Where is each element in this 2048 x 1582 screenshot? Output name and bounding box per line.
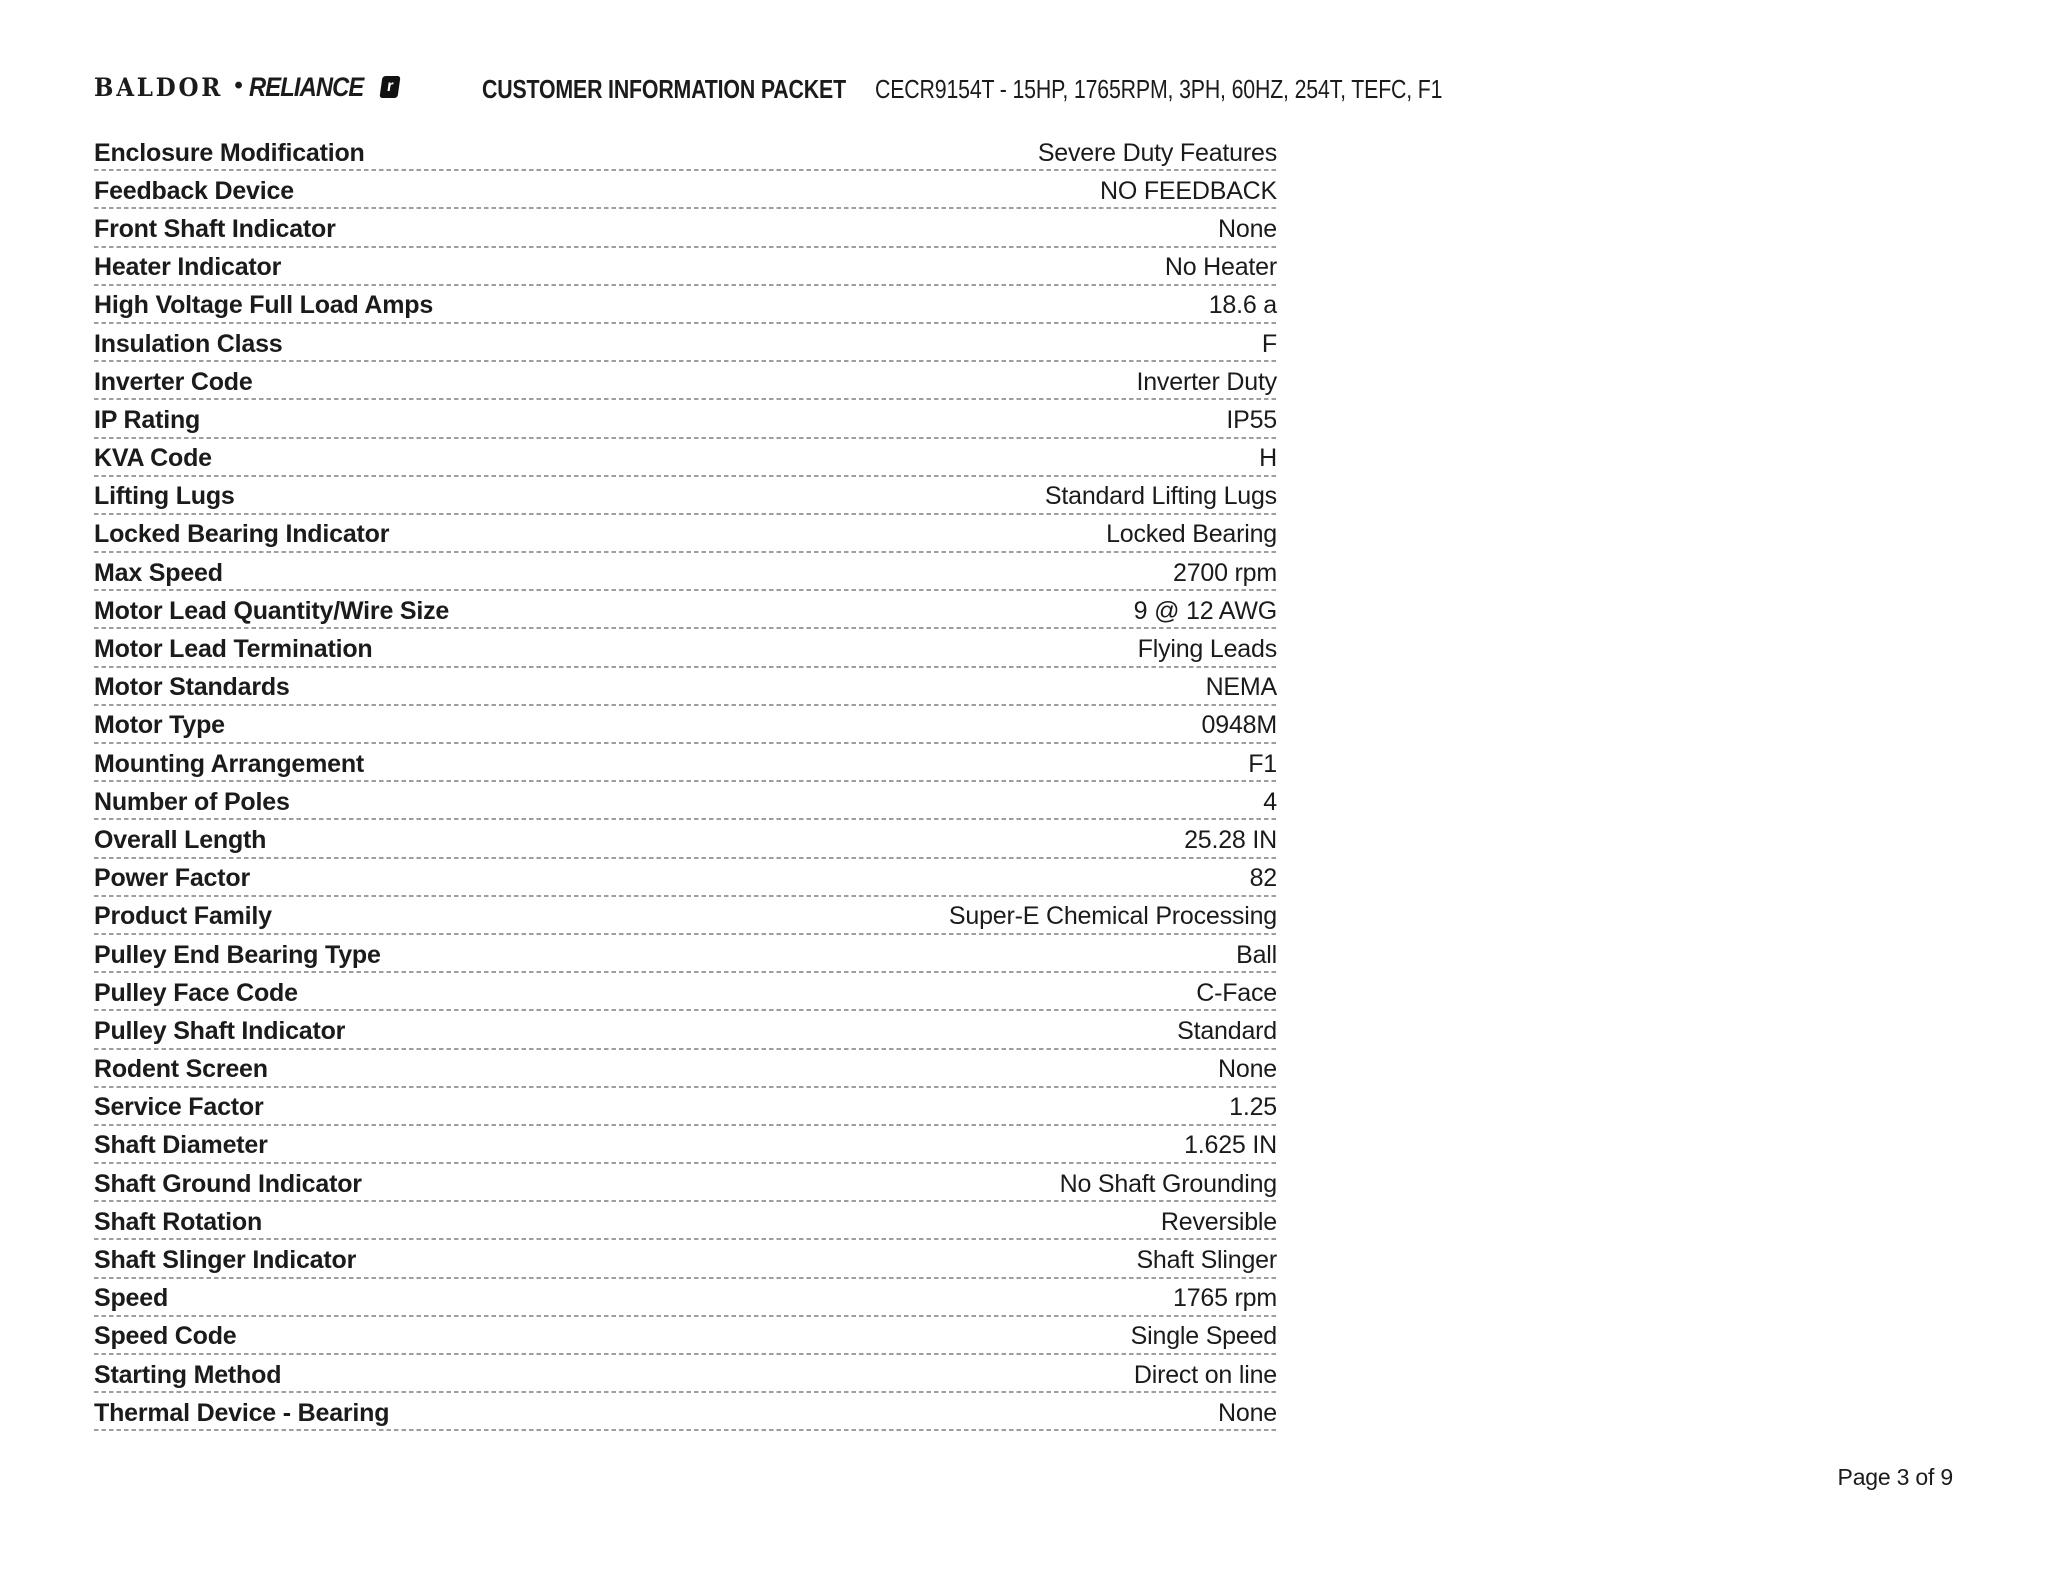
spec-row bbox=[94, 401, 1277, 439]
spec-label: KVA Code bbox=[94, 444, 212, 473]
spec-label: Pulley Face Code bbox=[94, 978, 298, 1007]
spec-value: Super-E Chemical Processing bbox=[948, 902, 1277, 931]
logo-separator-dot-icon: • bbox=[234, 72, 243, 99]
reliance-trademark-icon: r bbox=[379, 76, 400, 98]
spec-value: 0948M bbox=[1201, 711, 1277, 740]
spec-value: C-Face bbox=[1196, 978, 1277, 1007]
spec-label: Heater Indicator bbox=[94, 253, 282, 282]
spec-value: 2700 rpm bbox=[1172, 558, 1277, 587]
spec-row bbox=[94, 745, 1277, 783]
spec-row bbox=[94, 1203, 1277, 1241]
spec-label: Pulley Shaft Indicator bbox=[94, 1016, 346, 1045]
spec-value: 18.6 a bbox=[1208, 291, 1277, 320]
spec-row bbox=[94, 134, 1277, 172]
spec-label: Number of Poles bbox=[94, 787, 290, 816]
spec-row bbox=[94, 783, 1277, 821]
spec-row bbox=[94, 860, 1277, 898]
spec-value: F1 bbox=[1248, 749, 1277, 778]
spec-value: None bbox=[1218, 1055, 1277, 1084]
spec-label: Pulley End Bearing Type bbox=[94, 940, 381, 969]
spec-label: Rodent Screen bbox=[94, 1055, 268, 1084]
spec-label: Front Shaft Indicator bbox=[94, 214, 336, 243]
product-spec: CECR9154T - 15HP, 1765RPM, 3PH, 60HZ, 254T, TEFC, F1 bbox=[875, 74, 1443, 104]
spec-value: No Heater bbox=[1164, 253, 1277, 282]
spec-label: Service Factor bbox=[94, 1093, 264, 1122]
spec-value: NO FEEDBACK bbox=[1100, 176, 1277, 205]
spec-value: No Shaft Grounding bbox=[1059, 1169, 1277, 1198]
spec-value: 1.25 bbox=[1229, 1093, 1277, 1122]
spec-row bbox=[94, 287, 1277, 325]
spec-value: Ball bbox=[1236, 940, 1277, 969]
spec-label: Shaft Ground Indicator bbox=[94, 1169, 362, 1198]
spec-row bbox=[94, 1012, 1277, 1050]
spec-row bbox=[94, 210, 1277, 248]
spec-label: Power Factor bbox=[94, 864, 250, 893]
document-title: CUSTOMER INFORMATION PACKET bbox=[482, 74, 846, 104]
spec-value: 1765 rpm bbox=[1172, 1284, 1277, 1313]
spec-label: IP Rating bbox=[94, 405, 201, 434]
spec-value: 1.625 IN bbox=[1184, 1131, 1277, 1160]
spec-value: None bbox=[1218, 214, 1277, 243]
spec-label: Product Family bbox=[94, 902, 272, 931]
spec-row bbox=[94, 1127, 1277, 1165]
spec-value: Flying Leads bbox=[1137, 635, 1277, 664]
spec-label: Thermal Device - Bearing bbox=[94, 1398, 390, 1427]
spec-value: Standard bbox=[1177, 1016, 1277, 1045]
spec-row bbox=[94, 1241, 1277, 1279]
spec-row bbox=[94, 1051, 1277, 1089]
spec-label: Inverter Code bbox=[94, 367, 253, 396]
spec-row bbox=[94, 669, 1277, 707]
spec-row bbox=[94, 1356, 1277, 1394]
spec-value: Standard Lifting Lugs bbox=[1044, 482, 1277, 511]
baldor-wordmark: BALDOR bbox=[94, 72, 224, 102]
spec-value: Single Speed bbox=[1130, 1322, 1277, 1351]
spec-label: Motor Standards bbox=[94, 673, 290, 702]
spec-row bbox=[94, 592, 1277, 630]
spec-label: High Voltage Full Load Amps bbox=[94, 291, 434, 320]
spec-value: 25.28 IN bbox=[1184, 825, 1277, 854]
spec-row bbox=[94, 707, 1277, 745]
spec-value: F bbox=[1261, 329, 1277, 358]
spec-value: Reversible bbox=[1160, 1207, 1277, 1236]
spec-label: Lifting Lugs bbox=[94, 482, 235, 511]
spec-row bbox=[94, 974, 1277, 1012]
spec-row bbox=[94, 363, 1277, 401]
spec-label: Speed bbox=[94, 1284, 169, 1313]
spec-value: NEMA bbox=[1205, 673, 1277, 702]
spec-label: Locked Bearing Indicator bbox=[94, 520, 390, 549]
spec-row bbox=[94, 325, 1277, 363]
spec-row bbox=[94, 478, 1277, 516]
spec-row bbox=[94, 936, 1277, 974]
brand-logo bbox=[94, 72, 399, 102]
spec-value: 82 bbox=[1249, 864, 1277, 893]
spec-value: Locked Bearing bbox=[1106, 520, 1277, 549]
spec-row bbox=[94, 172, 1277, 210]
spec-label: Shaft Diameter bbox=[94, 1131, 268, 1160]
spec-value: Inverter Duty bbox=[1136, 367, 1277, 396]
spec-row bbox=[94, 1089, 1277, 1127]
spec-label: Motor Lead Termination bbox=[94, 635, 373, 664]
spec-value: IP55 bbox=[1226, 405, 1277, 434]
spec-label: Starting Method bbox=[94, 1360, 282, 1389]
spec-row bbox=[94, 1165, 1277, 1203]
spec-value: H bbox=[1259, 444, 1277, 473]
spec-row bbox=[94, 554, 1277, 592]
spec-value: None bbox=[1218, 1398, 1277, 1427]
spec-row bbox=[94, 516, 1277, 554]
spec-table bbox=[94, 134, 1277, 1432]
spec-row bbox=[94, 1318, 1277, 1356]
spec-label: Feedback Device bbox=[94, 176, 294, 205]
spec-label: Motor Lead Quantity/Wire Size bbox=[94, 596, 450, 625]
spec-label: Insulation Class bbox=[94, 329, 283, 358]
spec-row bbox=[94, 821, 1277, 859]
spec-value: Severe Duty Features bbox=[1037, 138, 1277, 167]
spec-label: Enclosure Modification bbox=[94, 138, 365, 167]
page-indicator: Page 3 of 9 bbox=[1837, 1464, 1953, 1490]
spec-row bbox=[94, 630, 1277, 668]
spec-label: Shaft Rotation bbox=[94, 1207, 263, 1236]
spec-row bbox=[94, 440, 1277, 478]
spec-label: Overall Length bbox=[94, 825, 267, 854]
spec-value: 9 @ 12 AWG bbox=[1133, 596, 1277, 625]
spec-row bbox=[94, 249, 1277, 287]
spec-value: 4 bbox=[1263, 787, 1277, 816]
spec-label: Mounting Arrangement bbox=[94, 749, 365, 778]
spec-label: Shaft Slinger Indicator bbox=[94, 1246, 357, 1275]
spec-row bbox=[94, 898, 1277, 936]
spec-row bbox=[94, 1394, 1277, 1432]
reliance-wordmark: RELIANCE bbox=[248, 71, 364, 102]
spec-value: Direct on line bbox=[1133, 1360, 1277, 1389]
spec-label: Motor Type bbox=[94, 711, 225, 740]
spec-label: Speed Code bbox=[94, 1322, 237, 1351]
spec-row bbox=[94, 1280, 1277, 1318]
spec-value: Shaft Slinger bbox=[1136, 1246, 1277, 1275]
spec-label: Max Speed bbox=[94, 558, 223, 587]
